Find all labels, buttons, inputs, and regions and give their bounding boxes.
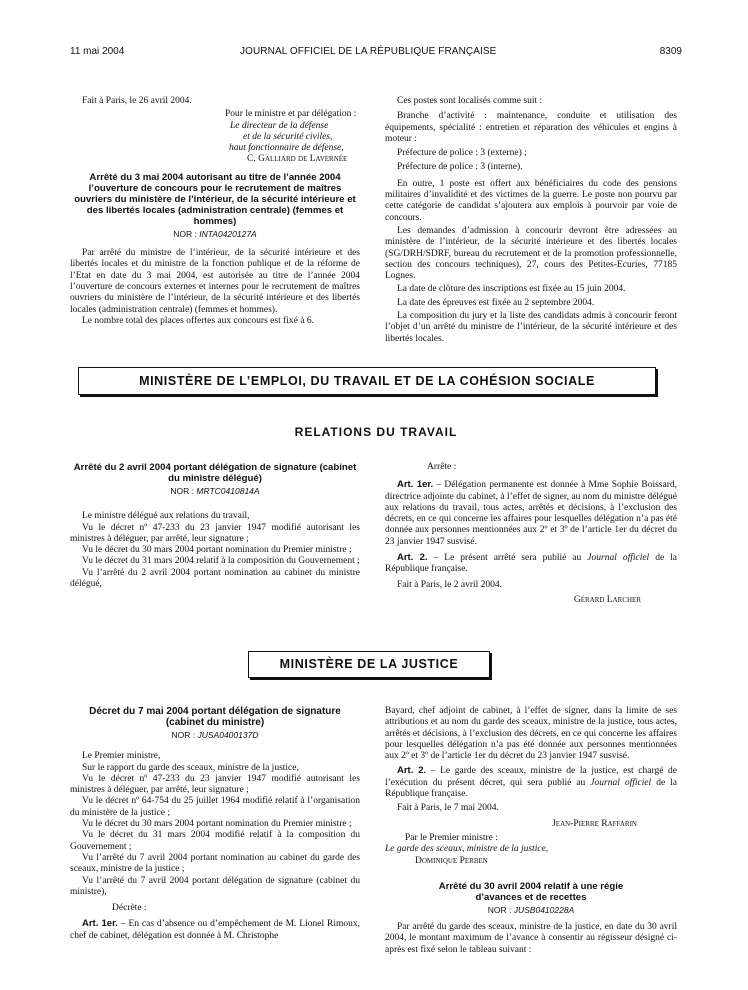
- paragraph: Le nombre total des places offertes aux concours est fixé à 6.: [82, 315, 314, 326]
- paragraph: Vu le décret du 30 mars 2004 portant nomination du Premier ministre ;: [82, 545, 352, 556]
- paragraph: La date de clôture des inscriptions est fixée au 15 juin 2004.: [397, 284, 626, 295]
- paragraph: Sur le rapport du garde des sceaux, ministre de la justice,: [82, 762, 299, 773]
- paragraph: Vu le décret du 30 mars 2004 portant nomination du Premier ministre ;: [82, 819, 352, 830]
- paragraph: Vu l’arrêté du 7 avril 2004 portant nomination au cabinet du garde des sceaux, ministre de la justice ;: [70, 852, 360, 875]
- article-1: Art. 1er. – En cas d’absence ou d’empêchement de M. Lionel Rimoux, chef de cabinet, délégation est donnée à M. Christophe: [70, 918, 360, 941]
- paragraph: La composition du jury et la liste des candidats admis à concourir feront l’objet d’un arrêté du ministre de l’intérieur, de la sécurité intérieure et des libertés locales.: [385, 311, 677, 344]
- par-line: Par le Premier ministre :: [405, 832, 498, 843]
- signer-name: Jean-Pierre Raffarin: [552, 818, 637, 829]
- arrete-title: Arrêté du 3 mai 2004 autorisant au titre de l’année 2004 l’ouverture de concours pour le recrutement de maîtres ouvriers du ministère de l’intérieur, de la sécurité intérieure et des libertés locales (administration centrale) (femmes et hommes): [74, 171, 356, 227]
- bottom-left-column: [70, 706, 360, 942]
- nor-reference: NOR : JUSB0410228A: [487, 904, 575, 915]
- paragraph: La date des épreuves est fixée au 2 septembre 2004.: [397, 297, 595, 308]
- ministry-heading-emploi: MINISTÈRE DE L’EMPLOI, DU TRAVAIL ET DE LA COHÉSION SOCIALE: [78, 367, 656, 395]
- article-2: Art. 2. – Le présent arrêté sera publié au Journal officiel de la République française.: [385, 552, 677, 575]
- sig-line: Pour le ministre et par délégation :: [225, 109, 357, 120]
- top-right-column: [385, 96, 677, 345]
- sig-line: et de la sécurité civiles,: [243, 131, 333, 142]
- paragraph: En outre, 1 poste est offert aux bénéficiaires du code des pensions militaires d’invalidité et des victimes de la guerre. Le poste non pourvu par cette catégorie de candidat s’ajoutera aux emplois à pourvoir par voie de concours.: [385, 178, 677, 223]
- header-date: 11 mai 2004: [70, 46, 125, 57]
- mid-right-column: [385, 462, 677, 606]
- fait-line: Fait à Paris, le 26 avril 2004.: [82, 96, 192, 106]
- paragraph: Le ministre délégué aux relations du travail,: [82, 511, 250, 522]
- paragraph: Par arrêté du ministre de l’intérieur, de la sécurité intérieure et des libertés locales et du ministre de la fonction publique et de la réforme de l’Etat en date du 3 mai 2004, est autorisée au titre de l’année 2004 l’ouverture de concours externes et internes pour le recrutement de maîtres ouvriers du ministère de l’intérieur, de la sécurité intérieure et des libertés locales (administration centrale) (femmes et hommes).: [70, 248, 360, 315]
- paragraph: Vu le décret nº 64-754 du 25 juillet 1964 modifié relatif à l’organisation du ministère de la justice ;: [70, 796, 360, 818]
- paragraph: Les demandes d’admission à concourir devront être adressées au ministère de l’intérieur, de la sécurité intérieure et des libertés locales (SG/DRH/SDRF, bureau du recrutement et de la promotion professionnelle, section des concours techniques), 27, cours des Petites-Ecuries, 77185 Lognes.: [385, 225, 677, 282]
- arrete-title: Arrêté du 2 avril 2004 portant délégation de signature (cabinet du ministre délégué): [73, 462, 357, 484]
- section-heading-relations-du-travail: RELATIONS DU TRAVAIL: [294, 425, 458, 439]
- nor-reference: NOR : JUSA0400137D: [171, 730, 259, 740]
- article-1: Art. 1er. – Délégation permanente est donnée à Mme Sophie Boissard, directrice adjointe du cabinet, à l’effet de signer, au nom du ministre délégué aux relations du travail, tous actes, arrêtés et décisions, à l’exclusion des décrets, en ce qui concerne les affaires pour lesquelles délégation n’a pas été donnée aux personnes mentionnées aux 2º et 3º de l’article 1er du décret du 23 janvier 1947 susvisé.: [385, 479, 677, 547]
- decret-title: Décret du 7 mai 2004 portant délégation de signature (cabinet du ministre): [89, 706, 341, 728]
- sig-line: Le directeur de la défense: [230, 120, 329, 131]
- header-journal-title: JOURNAL OFFICIEL DE LA RÉPUBLIQUE FRANÇAISE: [240, 46, 497, 57]
- paragraph: Vu l’arrêté du 7 avril 2004 portant délégation de signature (cabinet du ministre),: [70, 875, 360, 897]
- decrete-label: Décrète :: [112, 903, 147, 914]
- paragraph: Le Premier ministre,: [82, 751, 161, 762]
- paragraph: Vu le décret nº 47-233 du 23 janvier 1947 modifié autorisant les ministres à déléguer, par arrêté, leur signature ;: [70, 522, 360, 544]
- paragraph: Vu le décret nº 47-233 du 23 janvier 1947 modifié autorisant les ministres à déléguer, par arrêté, leur signature ;: [70, 773, 360, 796]
- paragraph: Vu le décret du 31 mars 2004 modifié relatif à la composition du Gouvernement ;: [70, 830, 360, 852]
- header-page-number: 8309: [659, 46, 682, 57]
- signer-name: Dominique Perben: [415, 855, 488, 866]
- fait-line: Fait à Paris, le 2 avril 2004.: [397, 579, 503, 590]
- top-left-column: [70, 96, 360, 327]
- sig-line: haut fonctionnaire de défense,: [229, 143, 344, 154]
- paragraph: Par arrêté du garde des sceaux, ministre de la justice, en date du 30 avril 2004, le montant maximum de l’avance à consentir au régisseur désigné ci-après est fixé selon le tableau suivant :: [385, 922, 677, 955]
- arrete-label: Arrête :: [427, 462, 457, 472]
- bottom-right-column: [385, 706, 677, 956]
- signer-name: Gérard Larcher: [573, 594, 641, 605]
- paragraph: Vu le décret du 31 mars 2004 relatif à la composition du Gouvernement ;: [82, 556, 360, 567]
- ministry-heading-justice: MINISTÈRE DE LA JUSTICE: [248, 651, 490, 678]
- paragraph: Branche d’activité : maintenance, conduite et utilisation des équipements, spécialité : entretien et réparation des véhicules et engins à moteur :: [385, 111, 677, 144]
- paragraph: Bayard, chef adjoint de cabinet, à l’effet de signer, dans la limite de ses attributions et au nom du garde des sceaux, ministre de la justice, tous actes, arrêtés et décisions, à l’exclusion des décrets, en ce qui concerne les affaires pour lesquelles délégation n’a pas été donnée aux personnes mentionnées aux 2º et 3º de l’article 1er du décret du 23 janvier 1947 susvisé.: [385, 706, 677, 762]
- paragraph: Ces postes sont localisés comme suit :: [397, 96, 543, 106]
- garde-line: Le garde des sceaux, ministre de la justice,: [385, 844, 549, 855]
- paragraph: Vu l’arrêté du 2 avril 2004 portant nomination au cabinet du ministre délégué,: [70, 567, 360, 590]
- arrete-title: Arrêté du 30 avril 2004 relatif à une régie d’avances et de recettes: [438, 880, 624, 903]
- nor-reference: NOR : INTA0420127A: [173, 228, 257, 239]
- paragraph: Préfecture de police : 3 (externe) ;: [397, 148, 527, 159]
- article-2: Art. 2. – Le garde des sceaux, ministre de la justice, est chargé de l’exécution du présent décret, qui sera publié au Journal officiel de la République française.: [385, 765, 677, 800]
- mid-left-column: [70, 462, 360, 590]
- signature-block: [225, 109, 360, 165]
- nor-reference: NOR : MRTC0410814A: [170, 486, 260, 496]
- fait-line: Fait à Paris, le 7 mai 2004.: [397, 803, 499, 814]
- signer-name: C. Galliard de Lavernée: [247, 154, 348, 165]
- paragraph: Préfecture de police : 3 (interne).: [397, 162, 523, 173]
